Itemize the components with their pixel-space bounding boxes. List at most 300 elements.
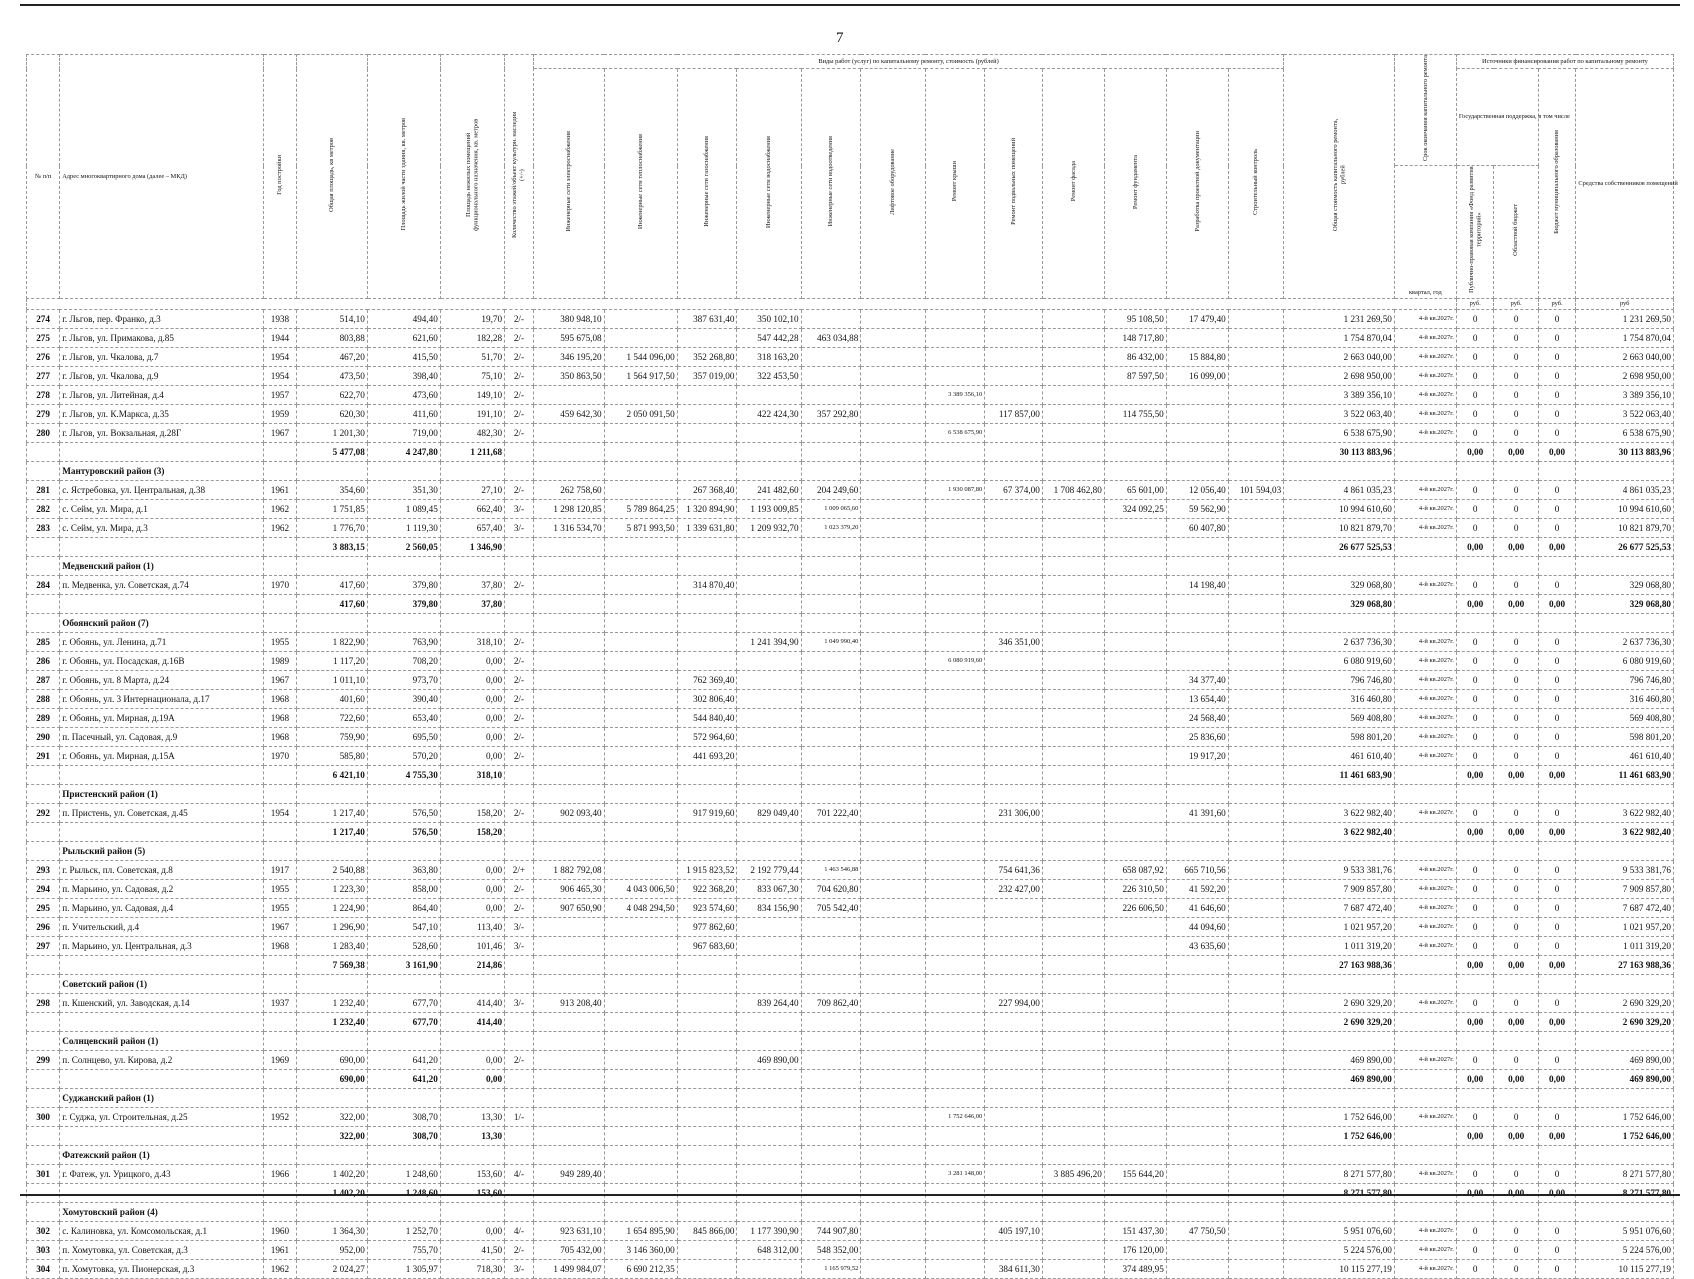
cell-empty: [1228, 1203, 1283, 1222]
cell-c: 0,00: [440, 671, 504, 690]
cell-b: 351,30: [367, 481, 440, 500]
cell-w12: [1228, 1108, 1283, 1127]
cell-w2: [604, 595, 677, 614]
cell-w4: [737, 595, 801, 614]
cell-w9: [1042, 709, 1104, 728]
cell-w3: [677, 823, 737, 842]
cell-w11: [1166, 956, 1228, 975]
cell-w2: [604, 728, 677, 747]
cell-no: [27, 766, 60, 785]
cell-w7: [925, 861, 985, 880]
cell-w8: [985, 899, 1043, 918]
cell-b: 570,20: [367, 747, 440, 766]
cell-w6: [861, 348, 925, 367]
cell-a: 1 117,20: [297, 652, 368, 671]
cell-d: 2/-: [505, 329, 534, 348]
cell-w7: [925, 348, 985, 367]
cell-w5: 548 352,00: [801, 1241, 861, 1260]
cell-w6: [861, 690, 925, 709]
cell-w1: 902 093,40: [533, 804, 604, 823]
cell-c: 718,30: [440, 1260, 504, 1279]
cell-c: 13,30: [440, 1108, 504, 1127]
cell-empty: [801, 842, 861, 861]
cell-w11: [1166, 1241, 1228, 1260]
cell-s2: 0: [1494, 424, 1538, 443]
cell-addr: п. Марьино, ул. Центральная, д.3: [60, 937, 264, 956]
cell-w5: [801, 576, 861, 595]
cell-b: 1 119,30: [367, 519, 440, 538]
cell-w9: [1042, 519, 1104, 538]
cell-w12: [1228, 880, 1283, 899]
cell-w4: 1 177 390,90: [737, 1222, 801, 1241]
cell-empty: [1494, 1146, 1538, 1165]
cell-w1: [533, 709, 604, 728]
cell-a: 1 283,40: [297, 937, 368, 956]
cell-w11: 34 377,40: [1166, 671, 1228, 690]
cell-w5: [801, 348, 861, 367]
cell-empty: [925, 1089, 985, 1108]
cell-s2: 0: [1494, 728, 1538, 747]
cell-year: 1967: [263, 671, 296, 690]
cell-w5: 1 463 546,88: [801, 861, 861, 880]
cell-no: 303: [27, 1241, 60, 1260]
cell-term: 4-й кв.2027г.: [1394, 994, 1456, 1013]
cell-w6: [861, 519, 925, 538]
cell-w5: [801, 652, 861, 671]
cell-w4: [737, 424, 801, 443]
district-header-row: [27, 1146, 1674, 1165]
cell-s1: 0: [1456, 367, 1494, 386]
cell-empty: [1394, 614, 1456, 633]
cell-s2: 0: [1494, 519, 1538, 538]
cell-w5: [801, 728, 861, 747]
cell-w11: 17 479,40: [1166, 310, 1228, 329]
cell-tot: 1 231 269,50: [1284, 310, 1395, 329]
cell-d: 2/-: [505, 690, 534, 709]
table-row: [27, 880, 1674, 899]
cell-w1: [533, 652, 604, 671]
cell-w7: [925, 1051, 985, 1070]
cell-w6: [861, 728, 925, 747]
cell-empty: [1166, 1146, 1228, 1165]
cell-w11: 665 710,56: [1166, 861, 1228, 880]
cell-w1: [533, 671, 604, 690]
cell-w4: [737, 538, 801, 557]
cell-w6: [861, 500, 925, 519]
cell-w11: [1166, 329, 1228, 348]
cell-s4: 329 068,80: [1576, 576, 1674, 595]
cell-d: [505, 1070, 534, 1089]
table-body: [27, 310, 1674, 1279]
cell-tot: 10 115 277,19: [1284, 1260, 1395, 1279]
cell-year: 1969: [263, 1051, 296, 1070]
cell-w6: [861, 367, 925, 386]
cell-addr: п. Пасечный, ул. Садовая, д.9: [60, 728, 264, 747]
cell-w5: [801, 310, 861, 329]
capital-repair-table: [26, 54, 1678, 1279]
cell-c: 0,00: [440, 728, 504, 747]
cell-tot: 4 861 035,23: [1284, 481, 1395, 500]
cell-no: 280: [27, 424, 60, 443]
cell-w7: [925, 633, 985, 652]
cell-w4: [737, 956, 801, 975]
cell-empty: [737, 557, 801, 576]
cell-tot: 2 698 950,00: [1284, 367, 1395, 386]
cell-s3: 0: [1538, 329, 1576, 348]
cell-tot: 1 754 870,04: [1284, 329, 1395, 348]
cell-w5: [801, 918, 861, 937]
cell-s4: 461 610,40: [1576, 747, 1674, 766]
cell-w1: [533, 1070, 604, 1089]
subtotal-row: [27, 443, 1674, 462]
cell-w9: [1042, 1013, 1104, 1032]
district-header-row: [27, 975, 1674, 994]
cell-w6: [861, 1260, 925, 1279]
cell-empty: [1104, 1032, 1166, 1051]
cell-w3: [677, 633, 737, 652]
cell-w5: [801, 1127, 861, 1146]
cell-empty: [1042, 557, 1104, 576]
cell-d: 2/-: [505, 880, 534, 899]
cell-c: 51,70: [440, 348, 504, 367]
cell-w1: 906 465,30: [533, 880, 604, 899]
cell-tot: 6 080 919,60: [1284, 652, 1395, 671]
cell-w12: [1228, 519, 1283, 538]
cell-b: 3 161,90: [367, 956, 440, 975]
cell-d: 2/-: [505, 386, 534, 405]
cell-w12: [1228, 823, 1283, 842]
cell-s4: 7 687 472,40: [1576, 899, 1674, 918]
cell-w7: [925, 595, 985, 614]
cell-empty: [1394, 975, 1456, 994]
cell-w1: [533, 766, 604, 785]
cell-empty: [1284, 557, 1395, 576]
cell-year: 1962: [263, 500, 296, 519]
cell-s3: 0: [1538, 500, 1576, 519]
cell-w6: [861, 994, 925, 1013]
cell-term: 4-й кв.2027г.: [1394, 500, 1456, 519]
cell-s3: 0: [1538, 747, 1576, 766]
cell-w8: [985, 1013, 1043, 1032]
cell-addr: п. Хомутовка, ул. Советская, д.3: [60, 1241, 264, 1260]
cell-addr: г. Льгов, ул. Чкалова, д.9: [60, 367, 264, 386]
cell-w2: [604, 861, 677, 880]
cell-a: 585,80: [297, 747, 368, 766]
cell-w1: [533, 747, 604, 766]
cell-w10: [1104, 519, 1166, 538]
cell-empty: [737, 975, 801, 994]
cell-empty: [533, 462, 604, 481]
cell-c: 158,20: [440, 804, 504, 823]
cell-w6: [861, 766, 925, 785]
cell-tot: 11 461 683,90: [1284, 766, 1395, 785]
cell-w10: 148 717,80: [1104, 329, 1166, 348]
header-area-living: Площадь жилой части здания, кв. метров: [367, 55, 440, 299]
district-name: Советский район (1): [60, 975, 264, 994]
cell-w10: [1104, 728, 1166, 747]
cell-w12: [1228, 899, 1283, 918]
cell-w12: [1228, 1241, 1283, 1260]
cell-w10: [1104, 918, 1166, 937]
cell-no: 295: [27, 899, 60, 918]
cell-empty: [1104, 785, 1166, 804]
cell-w6: [861, 899, 925, 918]
cell-empty: [677, 1146, 737, 1165]
cell-w5: [801, 595, 861, 614]
cell-w7: [925, 1127, 985, 1146]
cell-w11: [1166, 386, 1228, 405]
cell-w11: [1166, 652, 1228, 671]
cell-c: 0,00: [440, 709, 504, 728]
cell-w1: [533, 937, 604, 956]
table-row: [27, 804, 1674, 823]
cell-year: 1970: [263, 576, 296, 595]
cell-w3: 544 840,40: [677, 709, 737, 728]
cell-w7: 6 538 675,90: [925, 424, 985, 443]
cell-w12: [1228, 538, 1283, 557]
cell-w10: [1104, 576, 1166, 595]
cell-empty: [1394, 842, 1456, 861]
cell-s1: 0: [1456, 481, 1494, 500]
cell-s3: 0,00: [1538, 956, 1576, 975]
subtotal-row: [27, 1013, 1674, 1032]
cell-s1: 0: [1456, 1051, 1494, 1070]
cell-w9: [1042, 1127, 1104, 1146]
header-unit-spacer: [27, 299, 1457, 310]
cell-w11: 19 917,20: [1166, 747, 1228, 766]
cell-empty: [1284, 842, 1395, 861]
cell-tot: 3 622 982,40: [1284, 823, 1395, 842]
cell-w6: [861, 709, 925, 728]
cell-addr: п. Марьино, ул. Садовая, д.2: [60, 880, 264, 899]
cell-w4: [737, 823, 801, 842]
cell-tot: 10 994 610,60: [1284, 500, 1395, 519]
cell-s2: 0: [1494, 899, 1538, 918]
cell-addr: [60, 766, 264, 785]
cell-empty: [604, 1032, 677, 1051]
cell-c: 75,10: [440, 367, 504, 386]
cell-s1: 0: [1456, 386, 1494, 405]
cell-a: 473,50: [297, 367, 368, 386]
cell-w1: [533, 424, 604, 443]
cell-w8: 754 641,36: [985, 861, 1043, 880]
cell-w3: [677, 1127, 737, 1146]
cell-a: 803,88: [297, 329, 368, 348]
cell-b: 390,40: [367, 690, 440, 709]
cell-w1: 459 642,30: [533, 405, 604, 424]
cell-empty: [1494, 975, 1538, 994]
cell-w3: 314 870,40: [677, 576, 737, 595]
cell-s3: 0: [1538, 804, 1576, 823]
cell-w3: [677, 956, 737, 975]
cell-no: [27, 595, 60, 614]
cell-term: 4-й кв.2027г.: [1394, 728, 1456, 747]
cell-empty: [677, 842, 737, 861]
cell-w2: [604, 1165, 677, 1184]
cell-d: 2/-: [505, 671, 534, 690]
cell-w7: [925, 367, 985, 386]
cell-w7: [925, 709, 985, 728]
cell-w7: [925, 918, 985, 937]
cell-empty: [440, 462, 504, 481]
cell-w4: 547 442,28: [737, 329, 801, 348]
cell-tot: 10 821 879,70: [1284, 519, 1395, 538]
cell-year: 1967: [263, 918, 296, 937]
cell-s2: 0: [1494, 329, 1538, 348]
cell-empty: [1042, 975, 1104, 994]
district-header-row: [27, 785, 1674, 804]
cell-empty: [677, 975, 737, 994]
cell-w1: 923 631,10: [533, 1222, 604, 1241]
cell-no: 298: [27, 994, 60, 1013]
cell-a: 5 477,08: [297, 443, 368, 462]
cell-empty: [440, 1089, 504, 1108]
cell-empty: [1538, 975, 1576, 994]
cell-empty: [1228, 1089, 1283, 1108]
cell-s2: 0: [1494, 747, 1538, 766]
cell-s2: 0,00: [1494, 823, 1538, 842]
cell-empty: [533, 785, 604, 804]
cell-s1: 0: [1456, 424, 1494, 443]
cell-empty: [263, 462, 296, 481]
cell-tot: 461 610,40: [1284, 747, 1395, 766]
cell-term: 4-й кв.2027г.: [1394, 1165, 1456, 1184]
cell-term: 4-й кв.2027г.: [1394, 1051, 1456, 1070]
cell-w9: [1042, 1241, 1104, 1260]
cell-w9: [1042, 348, 1104, 367]
cell-w7: [925, 329, 985, 348]
cell-d: 3/-: [505, 1260, 534, 1279]
cell-w4: [737, 1260, 801, 1279]
cell-s2: 0: [1494, 481, 1538, 500]
cell-empty: [1284, 462, 1395, 481]
cell-year: 1966: [263, 1165, 296, 1184]
header-no: № п/п: [27, 55, 60, 299]
cell-w12: [1228, 405, 1283, 424]
cell-s2: 0,00: [1494, 538, 1538, 557]
cell-addr: г. Обоянь, ул. 8 Марта, д.24: [60, 671, 264, 690]
cell-empty: [297, 1203, 368, 1222]
cell-w11: [1166, 595, 1228, 614]
cell-w8: [985, 1108, 1043, 1127]
cell-w9: [1042, 861, 1104, 880]
cell-empty: [263, 1032, 296, 1051]
table-row: [27, 1108, 1674, 1127]
cell-d: 2/-: [505, 728, 534, 747]
cell-w10: 658 087,92: [1104, 861, 1166, 880]
header-w9: Ремонт фасада: [1042, 69, 1104, 299]
cell-s4: 3 622 982,40: [1576, 823, 1674, 842]
cell-d: 2/-: [505, 652, 534, 671]
cell-addr: [60, 956, 264, 975]
cell-a: 7 569,38: [297, 956, 368, 975]
cell-empty: [505, 1146, 534, 1165]
cell-empty: [801, 557, 861, 576]
cell-w6: [861, 443, 925, 462]
cell-s4: 3 522 063,40: [1576, 405, 1674, 424]
cell-s2: 0: [1494, 937, 1538, 956]
cell-w4: 833 067,30: [737, 880, 801, 899]
cell-s1: 0: [1456, 861, 1494, 880]
cell-s1: 0: [1456, 1165, 1494, 1184]
cell-no: 297: [27, 937, 60, 956]
cell-term: 4-й кв.2027г.: [1394, 747, 1456, 766]
cell-c: 37,80: [440, 576, 504, 595]
header-term: Срок окончания капитального ремонта: [1394, 55, 1456, 166]
cell-w12: [1228, 1070, 1283, 1089]
cell-w9: [1042, 1070, 1104, 1089]
cell-s1: 0: [1456, 994, 1494, 1013]
cell-w6: [861, 386, 925, 405]
cell-empty: [1042, 462, 1104, 481]
header-works-group: Виды работ (услуг) по капитальному ремонту, стоимость (рублей): [533, 55, 1283, 69]
cell-w6: [861, 1013, 925, 1032]
header-w10: Ремонт фундамента: [1104, 69, 1166, 299]
cell-empty: [1042, 1032, 1104, 1051]
cell-empty: [677, 1032, 737, 1051]
cell-b: 708,20: [367, 652, 440, 671]
cell-s2: 0,00: [1494, 443, 1538, 462]
cell-empty: [861, 614, 925, 633]
cell-c: 414,40: [440, 1013, 504, 1032]
cell-empty: [925, 785, 985, 804]
cell-w9: [1042, 823, 1104, 842]
table-row: [27, 329, 1674, 348]
cell-year: 1917: [263, 861, 296, 880]
cell-s1: 0: [1456, 709, 1494, 728]
cell-a: 1 217,40: [297, 804, 368, 823]
cell-w2: 2 050 091,50: [604, 405, 677, 424]
cell-w5: [801, 386, 861, 405]
table-row: [27, 367, 1674, 386]
cell-w5: [801, 367, 861, 386]
cell-s1: 0: [1456, 329, 1494, 348]
header-unit-s2: руб.: [1494, 299, 1538, 310]
cell-s3: 0,00: [1538, 1070, 1576, 1089]
cell-w1: [533, 1013, 604, 1032]
cell-w1: [533, 1108, 604, 1127]
cell-s2: 0: [1494, 1108, 1538, 1127]
cell-empty: [604, 842, 677, 861]
table-row: [27, 1051, 1674, 1070]
header-w7: Ремонт крыши: [925, 69, 985, 299]
cell-w2: [604, 443, 677, 462]
cell-tot: 3 522 063,40: [1284, 405, 1395, 424]
cell-empty: [367, 1032, 440, 1051]
cell-empty: [27, 462, 60, 481]
table-row: [27, 500, 1674, 519]
cell-b: 379,80: [367, 576, 440, 595]
cell-empty: [1104, 1089, 1166, 1108]
cell-tot: 2 663 040,00: [1284, 348, 1395, 367]
cell-year: 1968: [263, 709, 296, 728]
cell-a: 1 364,30: [297, 1222, 368, 1241]
cell-s2: 0: [1494, 367, 1538, 386]
table-header: [27, 55, 1678, 310]
cell-w12: [1228, 1222, 1283, 1241]
cell-w11: [1166, 1070, 1228, 1089]
cell-a: 952,00: [297, 1241, 368, 1260]
cell-w6: [861, 1127, 925, 1146]
cell-s4: 11 461 683,90: [1576, 766, 1674, 785]
cell-w10: 374 489,95: [1104, 1260, 1166, 1279]
cell-empty: [1538, 1146, 1576, 1165]
cell-s1: 0: [1456, 899, 1494, 918]
cell-s1: 0: [1456, 576, 1494, 595]
header-w6: Лифтовое оборудование: [861, 69, 925, 299]
cell-empty: [367, 557, 440, 576]
cell-w3: [677, 595, 737, 614]
